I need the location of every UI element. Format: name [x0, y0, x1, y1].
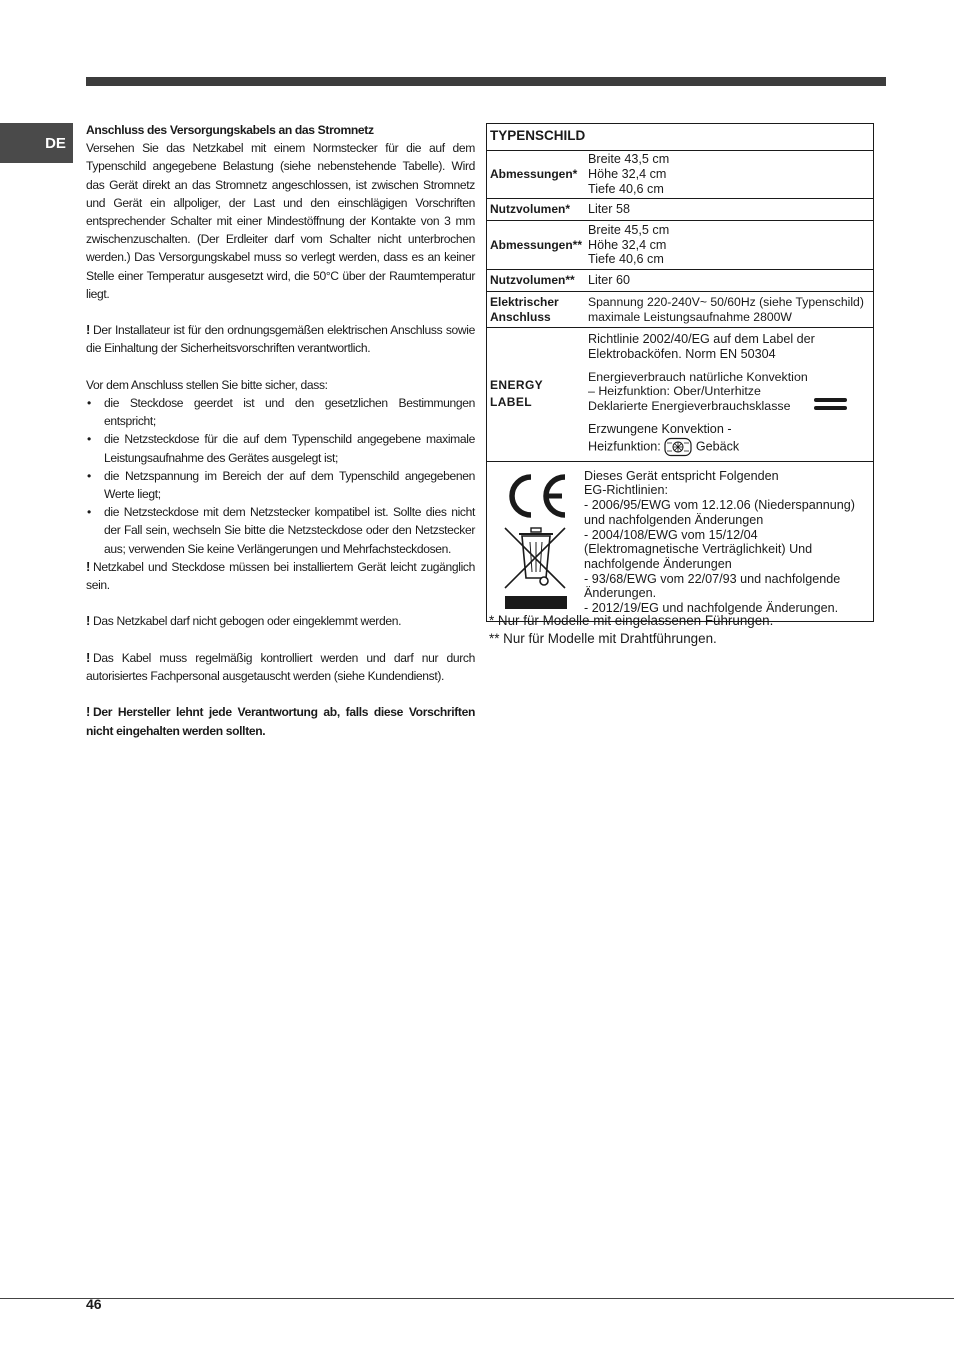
liability-warning-text: Der Hersteller lehnt jede Verantwortung ab, falls diese Vorschriften nicht eingehalten werden sollten. — [86, 705, 475, 738]
conformity-line: nachfolgende Änderungen — [584, 556, 732, 571]
dimension-depth: Tiefe 40,6 cm — [588, 252, 664, 267]
connection-instructions — [86, 121, 475, 740]
conformity-line: (Elektromagnetische Verträglichkeit) Und — [584, 542, 813, 557]
volume-label-2: Nutzvolumen** — [487, 270, 585, 292]
voltage-text: Spannung 220-240V~ 50/60Hz (siehe Typenschild) — [588, 294, 864, 309]
conformity-line: - 2004/108/EWG vom 15/12/04 — [584, 527, 758, 542]
installer-warning-text: Der Installateur ist für den ordnungsgemäßen elektrischen Anschluss sowie die Einhaltung der Sicherheitsvorschriften verantwortlich. — [86, 323, 475, 356]
energy-label-cell — [487, 328, 585, 462]
access-warning — [86, 558, 475, 594]
electrical-label — [487, 292, 585, 328]
volume-value-2: Liter 60 — [584, 270, 874, 292]
energy-directive — [588, 328, 873, 366]
dimension-height: Höhe 32,4 cm — [588, 237, 667, 252]
list-item: • die Netzsteckdose für die auf dem Typenschild angegebene maximale Leistungsaufnahme des Gerätes ausgelegt ist; — [86, 430, 475, 466]
table-row — [487, 328, 874, 462]
electrical-label-line: Elektrischer — [490, 294, 559, 309]
rating-plate-table — [486, 123, 874, 622]
warning-mark: ! — [86, 704, 90, 720]
volume-value-1: Liter 58 — [584, 199, 874, 221]
dimension-width: Breite 45,5 cm — [588, 222, 670, 237]
warning-mark: ! — [86, 322, 90, 338]
energy-directive-line: Richtlinie 2002/40/EG auf dem Label der — [588, 332, 815, 346]
top-rule — [86, 77, 886, 86]
oven-fan-icon — [664, 437, 692, 457]
installer-warning — [86, 321, 475, 357]
ce-mark-icon — [503, 472, 569, 520]
liability-warning — [86, 703, 475, 739]
conformity-line: - 2012/19/EG und nachfolgende Änderungen. — [584, 601, 839, 616]
energy-consumption-line: Energieverbrauch natürliche Konvektion — [588, 369, 808, 384]
energy-forced-line: Erzwungene Konvektion - — [588, 421, 732, 436]
dimension-depth: Tiefe 40,6 cm — [588, 181, 664, 196]
bend-warning-text: Das Netzkabel darf nicht gebogen oder eingeklemmt werden. — [92, 614, 402, 629]
table-header: TYPENSCHILD — [487, 124, 874, 151]
energy-label-value — [584, 328, 874, 462]
volume-label-1: Nutzvolumen* — [487, 199, 585, 221]
page-number: 46 — [86, 1296, 102, 1312]
energy-consumption — [588, 366, 873, 418]
footnote-2: ** Nur für Modelle mit Drahtführungen. — [489, 631, 717, 646]
energy-consumption-line: Deklarierte Energieverbrauchsklasse — [588, 399, 791, 414]
access-warning-text: Netzkabel und Steckdose müssen bei installiertem Gerät leicht zugänglich sein. — [86, 559, 475, 593]
check-intro: Vor dem Anschluss stellen Sie bitte sicher, dass: — [86, 377, 328, 392]
table-header-row — [487, 124, 874, 151]
language-tab — [0, 123, 73, 163]
table-row — [487, 151, 874, 199]
language-tab-label: DE — [45, 134, 66, 152]
energy-consumption-line: – Heizfunktion: Ober/Unterhitze — [588, 384, 761, 399]
certification-marks — [487, 461, 585, 621]
conformity-line: Dieses Gerät entspricht Folgenden — [584, 468, 779, 483]
bottom-rule — [0, 1298, 954, 1299]
dimensions-value-2 — [584, 221, 874, 270]
table-row — [487, 270, 874, 292]
electrical-label-line: Anschluss — [490, 309, 551, 324]
footnote-1: * Nur für Modelle mit eingelassenen Führungen. — [489, 613, 774, 628]
list-item: • die Netzsteckdose mit dem Netzstecker kompatibel ist. Sollte dies nicht der Fall sein, wechseln Sie bitte die Netzsteckdose oder den Netzstecker aus; verwenden Sie keine Verlängerungen und Mehrfachsteckdosen. — [86, 503, 475, 558]
dimension-width: Breite 43,5 cm — [588, 152, 670, 167]
energy-class-bars-icon — [814, 394, 847, 414]
warning-mark: ! — [86, 649, 90, 665]
conformity-line: - 2006/95/EWG vom 12.12.06 (Niederspannung) — [584, 498, 855, 513]
energy-label-line: LABEL — [490, 395, 532, 410]
dimension-height: Höhe 32,4 cm — [588, 167, 667, 182]
conformity-line: EG-Richtlinien: — [584, 483, 668, 498]
warning-mark: ! — [86, 613, 90, 629]
table-row — [487, 461, 874, 621]
dimensions-value-1 — [584, 151, 874, 199]
intro-paragraph: Versehen Sie das Netzkabel mit einem Normstecker für die auf dem Typenschild angegebene Belastung (siehe nebenstehende Tabelle). Wird das Gerät direkt an das Stromnetz angeschlossen, ist zwischen Stromnetz und Gerät ein allpoliger, der Last und den einschlägigen Vorschriften entsprechender Schalter mit einer Mindestöffnung der Kontakte von 3 mm zwischenzuschalten. (Der Erdleiter darf vom Schalter nicht unterbrochen werden.) Das Versorgungskabel muss so verlegt werden, dass es an keiner Stelle einer Temperatur ausgesetzt wird, die 50°C über der Raumtemperatur liegt. — [86, 141, 475, 301]
heating-function-label: Heizfunktion: — [588, 439, 661, 454]
energy-forced-line — [588, 437, 873, 457]
inspection-warning — [86, 649, 475, 685]
table-row — [487, 221, 874, 270]
crossed-out-bin-icon — [503, 526, 569, 610]
list-item: • die Netzspannung im Bereich der auf dem Typenschild angegebenen Werte liegt; — [86, 467, 475, 503]
bend-warning — [86, 612, 475, 630]
inspection-warning-text: Das Kabel muss regelmäßig kontrolliert werden und darf nur durch autorisiertes Fachpersonal ausgetauscht werden (siehe Kundendienst). — [86, 650, 475, 684]
dimensions-label-2: Abmessungen** — [487, 221, 585, 270]
energy-forced — [588, 418, 873, 461]
table-row — [487, 292, 874, 328]
energy-directive-line: Elektrobacköfen. Norm EN 50304 — [588, 346, 776, 361]
conformity-line: und nachfolgenden Änderungen — [584, 512, 764, 527]
conformity-line: Änderungen. — [584, 586, 657, 601]
conformity-line: - 93/68/EWG vom 22/07/93 und nachfolgende — [584, 571, 841, 586]
check-list — [86, 394, 475, 558]
warning-mark: ! — [86, 558, 90, 574]
energy-label-line: ENERGY — [490, 378, 544, 393]
table-row — [487, 199, 874, 221]
power-text: maximale Leistungsaufnahme 2800W — [588, 309, 792, 324]
conformity-text — [584, 461, 874, 621]
dimensions-label-1: Abmessungen* — [487, 151, 585, 199]
heating-function-value: Gebäck — [695, 439, 740, 454]
section-title: Anschluss des Versorgungskabels an das Stromnetz — [86, 123, 374, 137]
list-item: • die Steckdose geerdet ist und den gesetzlichen Bestimmungen entspricht; — [86, 394, 475, 430]
electrical-value — [584, 292, 874, 328]
